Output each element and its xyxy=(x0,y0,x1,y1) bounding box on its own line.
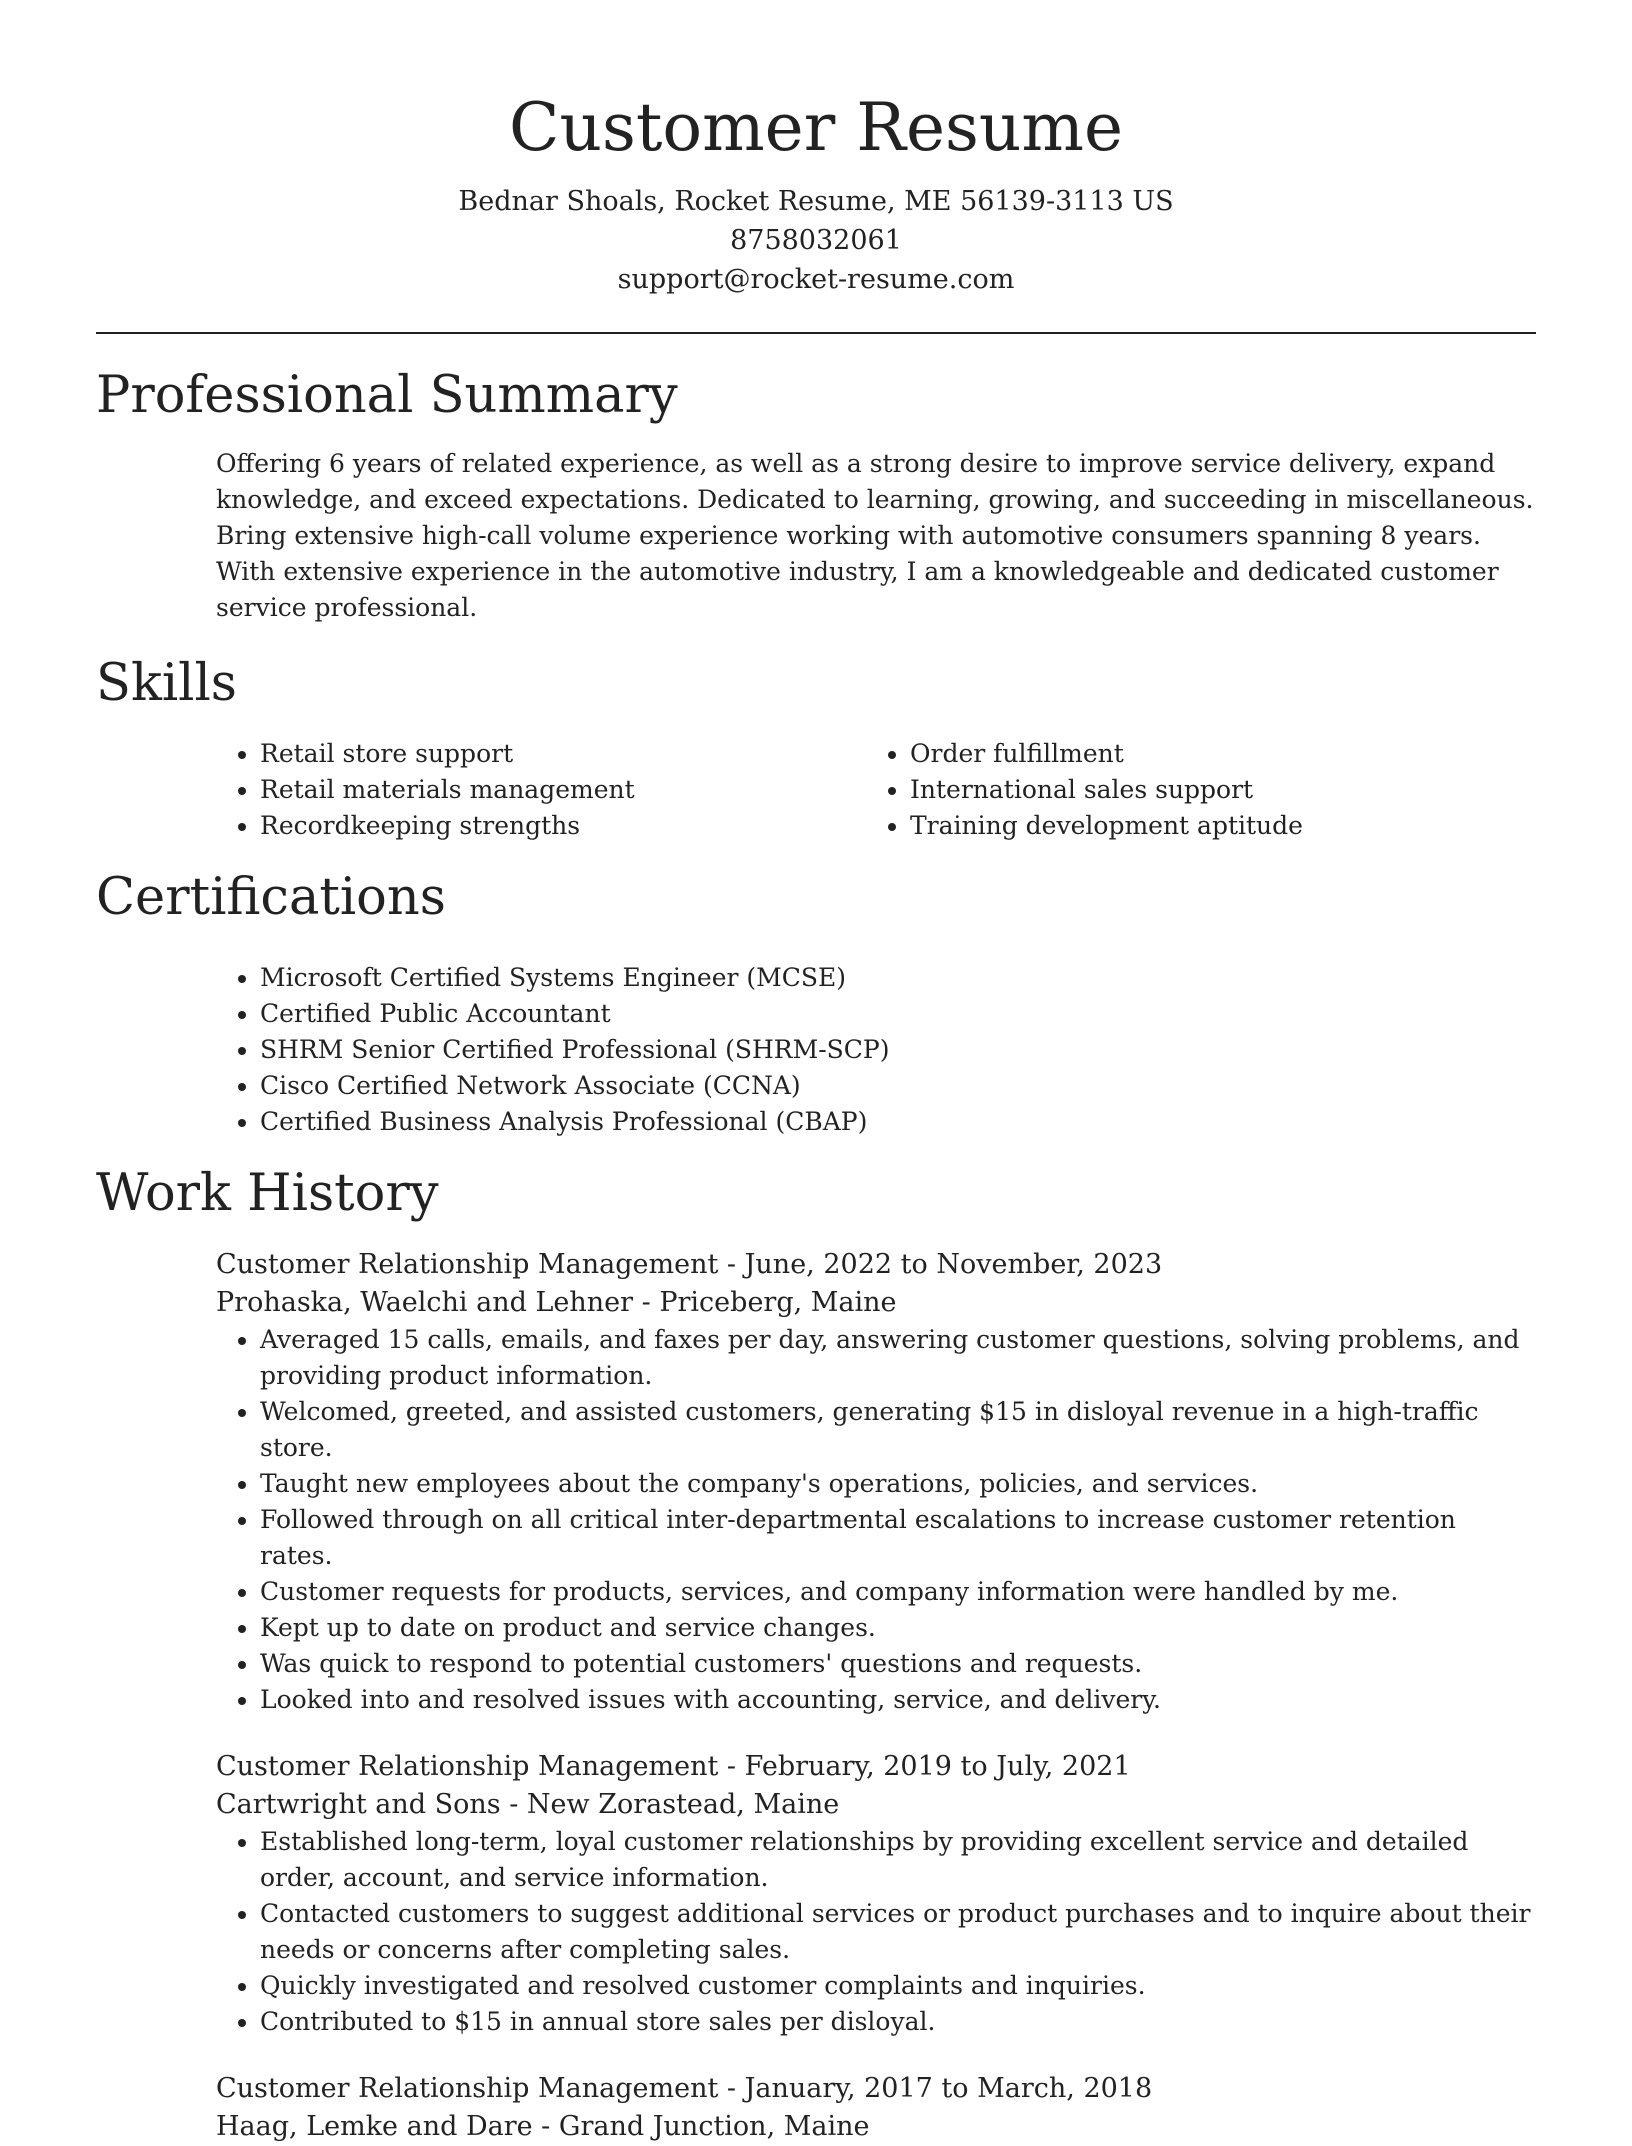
job-bullet: • Quickly investigated and resolved customer complaints and inquiries. xyxy=(260,1968,1536,2004)
certification-item: • Cisco Certified Network Associate (CCNA) xyxy=(260,1068,1536,1104)
job-bullet: • Welcomed, greeted, and assisted customers, generating $15 in disloyal revenue in a high-traffic store. xyxy=(260,1394,1536,1466)
job-entry xyxy=(216,1246,1536,1718)
skill-item: • Training development aptitude xyxy=(910,808,1516,844)
certification-item: • Certified Business Analysis Professional (CBAP) xyxy=(260,1104,1536,1140)
summary-text: Offering 6 years of related experience, as well as a strong desire to improve service delivery, expand knowledge, and exceed expectations. Dedicated to learning, growing, and succeeding in miscellaneous. Bring extensive high-call volume experience working with automotive consumers spanning 8 years. With extensive experience in the automotive industry, I am a knowledgeable and dedicated customer service professional. xyxy=(216,449,1534,622)
job-title-line: Customer Relationship Management - June, 2022 to November, 2023 xyxy=(216,1249,1163,1280)
job-bullet: • Contacted customers to suggest additional services or product purchases and to inquire about their needs or concerns after completing sales. xyxy=(260,1896,1536,1968)
skill-item: • Order fulfillment xyxy=(910,736,1516,772)
skills-heading: Skills xyxy=(96,654,237,713)
skills-column-right xyxy=(866,736,1516,844)
job-company-line: Haag, Lemke and Dare - Grand Junction, Maine xyxy=(216,2111,870,2142)
job-bullet: • Kept up to date on product and service changes. xyxy=(260,1610,1536,1646)
resume-page xyxy=(96,0,1536,2146)
job-entry xyxy=(216,1748,1536,2040)
contact-phone: 8758032061 xyxy=(730,225,902,256)
certification-item: • Certified Public Accountant xyxy=(260,996,1536,1032)
certifications-heading: Certifications xyxy=(96,868,446,927)
skills-column-left xyxy=(216,736,866,844)
skills-grid xyxy=(216,736,1536,844)
resume-name: Customer Resume xyxy=(508,89,1124,166)
job-company-line: Prohaska, Waelchi and Lehner - Priceberg, Maine xyxy=(216,1287,897,1318)
resume-header xyxy=(96,0,1536,299)
job-bullet: • Customer requests for products, services, and company information were handled by me. xyxy=(260,1574,1536,1610)
job-bullet: • Looked into and resolved issues with accounting, service, and delivery. xyxy=(260,1682,1536,1718)
job-bullet: • Averaged 15 calls, emails, and faxes per day, answering customer questions, solving problems, and providing product information. xyxy=(260,1322,1536,1394)
job-bullet: • Contributed to $15 in annual store sales per disloyal. xyxy=(260,2004,1536,2040)
contact-block xyxy=(96,182,1536,299)
summary-heading: Professional Summary xyxy=(96,366,678,425)
header-divider xyxy=(96,332,1536,334)
certification-item: • Microsoft Certified Systems Engineer (MCSE) xyxy=(260,960,1536,996)
contact-address: Bednar Shoals, Rocket Resume, ME 56139-3113 US xyxy=(458,186,1174,217)
skill-item: • Retail materials management xyxy=(260,772,866,808)
job-bullets xyxy=(216,1824,1536,2040)
job-bullet: • Established long-term, loyal customer relationships by providing excellent service and detailed order, account, and service information. xyxy=(260,1824,1536,1896)
job-bullet: • Was quick to respond to potential customers' questions and requests. xyxy=(260,1646,1536,1682)
certifications-list xyxy=(216,960,1536,1140)
job-bullet: • Followed through on all critical inter-departmental escalations to increase customer retention rates. xyxy=(260,1502,1536,1574)
job-entry xyxy=(216,2070,1536,2146)
skill-item: • Retail store support xyxy=(260,736,866,772)
contact-email: support@rocket-resume.com xyxy=(617,264,1015,295)
certification-item: • SHRM Senior Certified Professional (SHRM-SCP) xyxy=(260,1032,1536,1068)
job-company-line: Cartwright and Sons - New Zorastead, Maine xyxy=(216,1789,840,1820)
job-bullet: • Taught new employees about the company's operations, policies, and services. xyxy=(260,1466,1536,1502)
job-title-line: Customer Relationship Management - February, 2019 to July, 2021 xyxy=(216,1751,1131,1782)
job-title-line: Customer Relationship Management - January, 2017 to March, 2018 xyxy=(216,2073,1153,2104)
skill-item: • Recordkeeping strengths xyxy=(260,808,866,844)
work-history-heading: Work History xyxy=(96,1164,439,1223)
skill-item: • International sales support xyxy=(910,772,1516,808)
job-bullets xyxy=(216,1322,1536,1718)
